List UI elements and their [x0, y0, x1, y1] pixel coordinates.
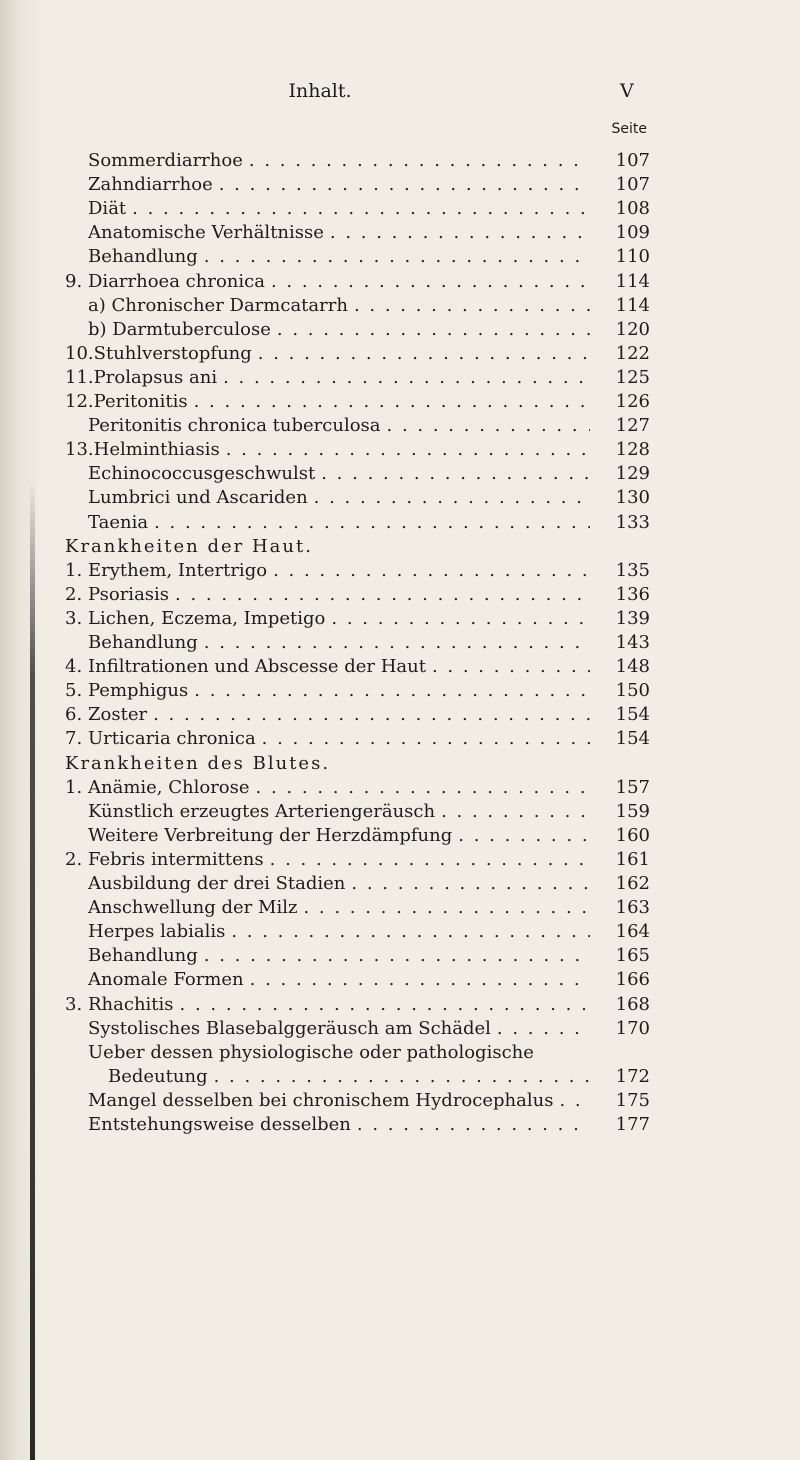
seite-column-heading: Seite — [611, 121, 647, 137]
entry-text — [88, 148, 249, 174]
entry-title: Krankheiten der Haut. — [65, 535, 313, 557]
entry-page-number: 107 — [615, 174, 650, 196]
toc-entry — [88, 220, 650, 246]
entry-page-number: 154 — [615, 728, 650, 750]
entry-text — [65, 269, 271, 295]
toc-entry — [65, 992, 650, 1018]
entry-page-number: 114 — [615, 294, 650, 316]
toc-entry — [88, 630, 650, 656]
entry-page-number: 114 — [615, 270, 650, 292]
entry-title: Herpes labialis — [88, 921, 226, 943]
toc-entry — [65, 582, 650, 608]
toc-entry — [88, 919, 650, 945]
leader-dots — [273, 558, 590, 584]
entry-page-number: 166 — [615, 969, 650, 991]
entry-page-number: 175 — [615, 1089, 650, 1111]
toc-entry — [88, 485, 650, 511]
entry-title: Taenia — [88, 511, 149, 533]
toc-entry — [65, 341, 650, 367]
entry-title: Mangel desselben bei chronischem Hydrocephalus — [88, 1089, 554, 1111]
entry-title: Anschwellung der Milz — [88, 897, 298, 919]
entry-text — [88, 510, 154, 536]
leader-dots — [249, 148, 590, 174]
entry-page-number: 127 — [615, 415, 650, 437]
entry-page-number: 130 — [615, 487, 650, 509]
toc-entry — [108, 1064, 650, 1090]
entry-number: 10. — [65, 342, 94, 364]
entry-title: Febris intermittens — [88, 848, 264, 870]
entry-text — [88, 1040, 540, 1066]
entry-title: Zoster — [88, 704, 148, 726]
leader-dots — [351, 871, 590, 897]
toc-entry — [65, 702, 650, 728]
entry-text — [65, 437, 226, 463]
leader-dots — [194, 389, 590, 415]
entry-number: 4. — [65, 656, 83, 678]
entry-page-number: 143 — [615, 632, 650, 653]
leader-dots — [153, 702, 590, 728]
entry-text — [65, 992, 180, 1018]
entry-text — [88, 220, 330, 246]
entry-text — [88, 485, 314, 511]
entry-title: Anomale Formen — [88, 969, 244, 991]
entry-text — [88, 1088, 559, 1114]
entry-page-number: 126 — [615, 391, 650, 412]
page-title: Inhalt. — [288, 80, 352, 102]
entry-number: 1. — [65, 776, 83, 798]
entry-number: 3. — [65, 607, 83, 629]
entry-title: Urticaria chronica — [88, 728, 256, 750]
leader-dots — [154, 510, 590, 536]
toc-entry — [65, 775, 650, 801]
entry-title: Psoriasis — [88, 583, 170, 605]
entry-text — [108, 1064, 214, 1090]
entry-title: Pemphigus — [88, 680, 189, 702]
toc-entry — [65, 606, 650, 632]
entry-title: Weitere Verbreitung der Herzdämpfung — [88, 824, 453, 846]
leader-dots — [180, 992, 590, 1018]
entry-text — [65, 678, 194, 704]
entry-title: Infiltrationen und Abscesse der Haut — [88, 656, 426, 678]
toc-entry — [65, 389, 650, 415]
entry-number: 13. — [65, 439, 94, 461]
leader-dots — [256, 775, 590, 801]
entry-text — [88, 461, 321, 487]
toc-entry — [88, 293, 650, 319]
toc-entry — [65, 678, 650, 704]
entry-title: Diarrhoea chronica — [88, 270, 265, 292]
entry-text — [88, 895, 303, 921]
toc-entry — [88, 196, 650, 222]
entry-title: b) Darmtuberculose — [88, 318, 271, 340]
entry-number: 6. — [65, 704, 83, 726]
entry-number: 5. — [65, 680, 83, 702]
entry-text — [88, 871, 351, 897]
leader-dots — [262, 726, 590, 752]
entry-text — [65, 654, 432, 680]
entry-page-number: 135 — [615, 559, 650, 581]
entry-page-number: 109 — [615, 222, 650, 244]
entry-title: Behandlung — [88, 632, 198, 653]
entry-title: Behandlung — [88, 246, 198, 268]
entry-page-number: 172 — [615, 1065, 650, 1087]
leader-dots — [223, 365, 590, 391]
entry-number: 12. — [65, 391, 94, 412]
entry-text — [88, 1016, 497, 1042]
entry-page-number: 154 — [615, 704, 650, 726]
entry-title: Ausbildung der drei Stadien — [88, 873, 346, 894]
entry-page-number: 165 — [615, 945, 650, 967]
leader-dots — [258, 341, 590, 367]
leader-dots — [270, 847, 590, 873]
leader-dots — [441, 799, 590, 825]
entry-title: Peritonitis — [93, 391, 188, 412]
entry-page-number: 163 — [615, 897, 650, 919]
entry-page-number: 108 — [615, 198, 650, 220]
entry-page-number: 177 — [615, 1114, 650, 1135]
entry-page-number: 139 — [615, 607, 650, 629]
toc-entry — [65, 558, 650, 584]
entry-title: Bedeutung — [108, 1065, 208, 1087]
entry-page-number: 150 — [615, 680, 650, 702]
entry-text — [65, 365, 223, 391]
entry-text — [65, 702, 153, 728]
toc-entry — [88, 799, 650, 825]
leader-dots — [387, 413, 590, 439]
entry-title: Zahndiarrhoe — [88, 174, 213, 196]
leader-dots — [321, 461, 590, 487]
entry-text — [65, 606, 331, 632]
entry-text — [65, 558, 273, 584]
leader-dots — [194, 678, 590, 704]
entry-page-number: 133 — [615, 511, 650, 533]
entry-title: Lumbrici und Ascariden — [88, 487, 308, 509]
entry-title: Anatomische Verhältnisse — [88, 222, 324, 244]
toc-entry — [88, 1040, 650, 1066]
entry-title: Peritonitis chronica tuberculosa — [88, 415, 381, 437]
entry-title: Künstlich erzeugtes Arteriengeräusch — [88, 800, 436, 822]
entry-text — [88, 630, 204, 656]
leader-dots — [331, 606, 590, 632]
entry-text — [88, 1112, 357, 1138]
entry-page-number: 161 — [615, 848, 650, 870]
entry-text — [88, 823, 458, 849]
entry-text — [88, 196, 132, 222]
leader-dots — [277, 317, 590, 343]
entry-title: Behandlung — [88, 945, 198, 967]
entry-text — [65, 389, 194, 415]
entry-text — [88, 967, 250, 993]
entry-text — [65, 534, 319, 560]
entry-title: Entstehungsweise desselben — [88, 1114, 351, 1135]
entry-page-number: 157 — [615, 776, 650, 798]
leader-dots — [314, 485, 590, 511]
toc-entry — [65, 726, 650, 752]
toc-entry — [88, 823, 650, 849]
entry-title: Helminthiasis — [93, 439, 220, 461]
entry-text — [88, 413, 387, 439]
entry-title: Erythem, Intertrigo — [88, 559, 268, 581]
entry-title: Sommerdiarrhoe — [88, 150, 243, 171]
entry-title: Rhachitis — [88, 993, 174, 1015]
entry-page-number: 159 — [615, 800, 650, 822]
entry-title: Systolisches Blasebalggeräusch am Schädel — [88, 1017, 491, 1039]
entry-page-number: 128 — [615, 439, 650, 461]
entry-number: 11. — [65, 366, 94, 388]
leader-dots — [204, 943, 590, 969]
toc-entry — [88, 244, 650, 270]
leader-dots — [357, 1112, 590, 1138]
entry-text — [88, 799, 441, 825]
leader-dots — [458, 823, 590, 849]
toc-entry — [88, 943, 650, 969]
toc-entry — [65, 365, 650, 391]
entry-page-number: 168 — [615, 993, 650, 1015]
entry-text — [88, 317, 277, 343]
entry-title: Lichen, Eczema, Impetigo — [88, 607, 326, 629]
leader-dots — [303, 895, 590, 921]
entry-text — [65, 751, 336, 777]
entry-title: Ueber dessen physiologische oder pathologische — [88, 1041, 534, 1063]
entry-page-number: 162 — [615, 873, 650, 894]
toc-entry — [88, 871, 650, 897]
entry-title: Krankheiten des Blutes. — [65, 752, 331, 774]
toc-entry — [65, 654, 650, 680]
entry-title: a) Chronischer Darmcatarrh — [88, 294, 348, 316]
toc-entry — [88, 317, 650, 343]
entry-page-number: 160 — [615, 824, 650, 846]
leader-dots — [559, 1088, 590, 1114]
section-heading — [65, 751, 650, 777]
leader-dots — [219, 172, 590, 198]
entry-page-number: 129 — [615, 463, 650, 485]
entry-title: Stuhlverstopfung — [93, 342, 252, 364]
entry-text — [88, 244, 204, 270]
toc-entry — [88, 895, 650, 921]
section-heading — [65, 534, 650, 560]
toc-entry — [88, 1088, 650, 1114]
entry-title: Anämie, Chlorose — [88, 776, 250, 798]
page-number: V — [620, 80, 634, 102]
entry-page-number: 125 — [615, 366, 650, 388]
binding-line — [30, 480, 35, 1460]
entry-page-number: 136 — [615, 583, 650, 605]
toc-entry — [88, 413, 650, 439]
entry-page-number: 107 — [615, 150, 650, 171]
leader-dots — [175, 582, 590, 608]
leader-dots — [214, 1064, 590, 1090]
entry-text — [88, 172, 219, 198]
toc-entry — [88, 148, 650, 174]
leader-dots — [132, 196, 590, 222]
entry-number: 7. — [65, 728, 83, 750]
leader-dots — [226, 437, 590, 463]
entry-number: 1. — [65, 559, 83, 581]
entry-title: Echinococcusgeschwulst — [88, 463, 316, 485]
entry-number: 9. — [65, 270, 83, 292]
toc-entry — [88, 1016, 650, 1042]
entry-number: 2. — [65, 848, 83, 870]
toc-entry — [88, 967, 650, 993]
toc-entry — [65, 847, 650, 873]
toc-entry — [65, 269, 650, 295]
leader-dots — [497, 1016, 590, 1042]
entry-page-number: 170 — [615, 1017, 650, 1039]
leader-dots — [231, 919, 590, 945]
entry-page-number: 110 — [615, 246, 650, 268]
entry-page-number: 148 — [615, 656, 650, 678]
leader-dots — [204, 244, 590, 270]
leader-dots — [204, 630, 590, 656]
entry-page-number: 120 — [615, 318, 650, 340]
entry-text — [65, 847, 270, 873]
entry-text — [88, 293, 354, 319]
leader-dots — [250, 967, 590, 993]
toc-entry — [88, 461, 650, 487]
leader-dots — [432, 654, 590, 680]
toc-entry — [88, 172, 650, 198]
entry-number: 2. — [65, 583, 83, 605]
leader-dots — [271, 269, 590, 295]
entry-text — [65, 582, 175, 608]
leader-dots — [330, 220, 590, 246]
entry-text — [88, 943, 204, 969]
entry-title: Diät — [88, 198, 127, 220]
entry-number: 3. — [65, 993, 83, 1015]
leader-dots — [354, 293, 590, 319]
entry-text — [65, 726, 262, 752]
toc-entry — [65, 437, 650, 463]
entry-page-number: 164 — [615, 921, 650, 943]
toc-entry — [88, 510, 650, 536]
entry-page-number: 122 — [615, 342, 650, 364]
page-edge-shadow — [0, 0, 40, 1460]
entry-text — [65, 341, 258, 367]
entry-title: Prolapsus ani — [93, 366, 218, 388]
entry-text — [65, 775, 256, 801]
entry-text — [88, 919, 231, 945]
toc-entry — [88, 1112, 650, 1138]
